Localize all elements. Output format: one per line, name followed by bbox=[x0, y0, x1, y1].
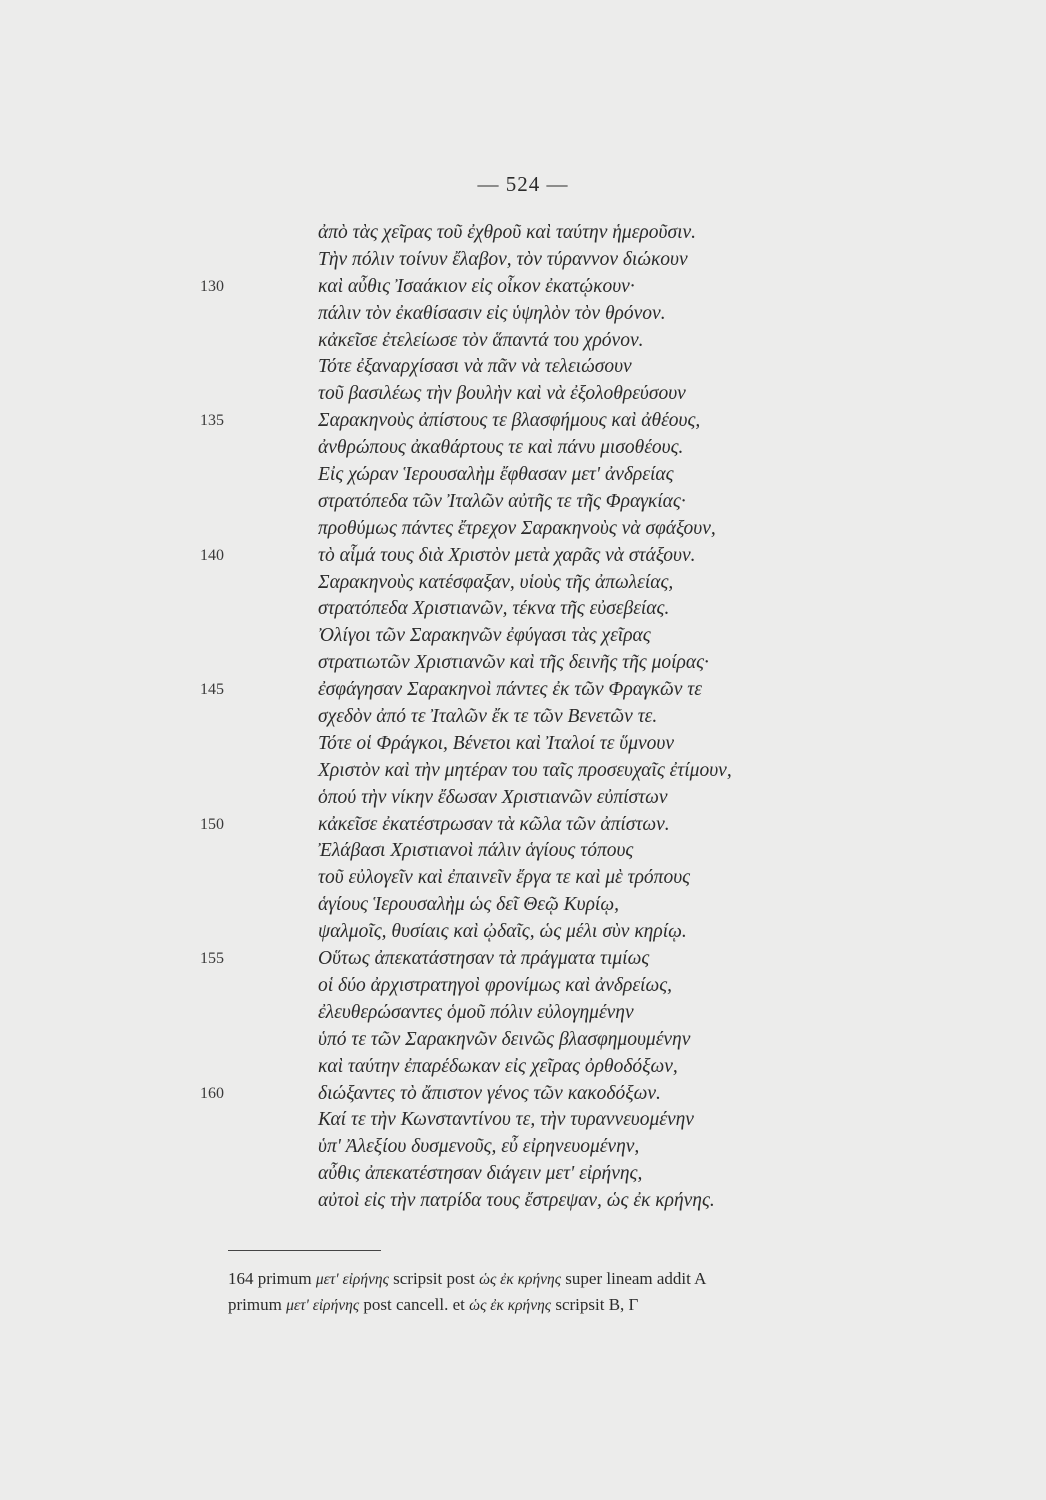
verse-line bbox=[318, 1000, 878, 1027]
verse-text: Καί τε τὴν Κωνσταντίνου τε, τὴν τυραννευομένην bbox=[318, 1109, 694, 1131]
verse-text: ἀνθρώπους ἀκαθάρτους τε καὶ πάνυ μισοθέους. bbox=[318, 437, 684, 459]
verse-text: οἱ δύο ἀρχιστρατηγοὶ φρονίμως καὶ ἀνδρείως, bbox=[318, 974, 673, 996]
verse-line bbox=[200, 812, 878, 839]
verse-text: Τότε οἱ Φράγκοι, Βένετοι καὶ Ἰταλοί τε ὕμνουν bbox=[318, 732, 675, 754]
verse-line bbox=[318, 435, 878, 462]
verse-line bbox=[318, 1027, 878, 1054]
verse-text: σχεδὸν ἀπό τε Ἰταλῶν ἔκ τε τῶν Βενετῶν τε. bbox=[318, 706, 658, 728]
verse-text: αὐτοὶ εἰς τὴν πατρίδα τους ἔστρεψαν, ὡς ἐκ κρήνης. bbox=[318, 1190, 715, 1212]
verse-line bbox=[318, 328, 878, 355]
verse-text: Σαρακηνοὺς κατέσφαξαν, υἱοὺς τῆς ἀπωλείας, bbox=[318, 571, 674, 593]
line-number: 135 bbox=[200, 412, 224, 430]
verse-line bbox=[200, 1081, 878, 1108]
verse-text: ἁγίους Ἱερουσαλὴμ ὡς δεῖ Θεῷ Κυρίῳ, bbox=[318, 894, 619, 916]
verse-text: ὑπό τε τῶν Σαρακηνῶν δεινῶς βλασφημουμένην bbox=[318, 1028, 691, 1050]
footnote-text: scripsit B, Γ bbox=[551, 1295, 639, 1314]
verse-line bbox=[318, 381, 878, 408]
verse-text: τοῦ εὐλογεῖν καὶ ἐπαινεῖν ἔργα τε καὶ μὲ τρόπους bbox=[318, 867, 691, 889]
verse-text: στρατόπεδα Χριστιανῶν, τέκνα τῆς εὐσεβείας. bbox=[318, 598, 670, 620]
line-number: 155 bbox=[200, 950, 224, 968]
verse-text: ὑπ' Ἀλεξίου δυσμενοῦς, εὖ εἰρηνευομένην, bbox=[318, 1136, 640, 1158]
verse-text: τοῦ βασιλέως τὴν βουλὴν καὶ νὰ ἐξολοθρεύσουν bbox=[318, 383, 686, 405]
page-number: — 524 — bbox=[477, 172, 569, 196]
verse-text: Οὕτως ἀπεκατάστησαν τὰ πράγματα τιμίως bbox=[318, 948, 650, 970]
verse-text: προθύμως πάντες ἔτρεχον Σαρακηνοὺς νὰ σφάξουν, bbox=[318, 517, 716, 539]
verse-line bbox=[200, 274, 878, 301]
verse-line bbox=[318, 301, 878, 328]
verse-line bbox=[318, 973, 878, 1000]
verse-text: κἀκεῖσε ἐτελείωσε τὸν ἅπαντά του χρόνον. bbox=[318, 329, 644, 351]
verse-text: αὖθις ἀπεκατέστησαν διάγειν μετ' εἰρήνης, bbox=[318, 1163, 643, 1185]
verse-text: Εἰς χώραν Ἱερουσαλὴμ ἔφθασαν μετ' ἀνδρείας bbox=[318, 464, 674, 486]
footnote-line bbox=[228, 1266, 928, 1292]
verse-line bbox=[318, 1134, 878, 1161]
verse-text: κἀκεῖσε ἐκατέστρωσαν τὰ κῶλα τῶν ἀπίστων. bbox=[318, 813, 670, 835]
line-number: 150 bbox=[200, 815, 224, 833]
verse-line bbox=[200, 543, 878, 570]
verse-text: ἐσφάγησαν Σαρακηνοὶ πάντες ἐκ τῶν Φραγκῶν τε bbox=[318, 679, 702, 701]
footnote-text: scripsit post bbox=[388, 1269, 480, 1288]
verse-line bbox=[318, 1188, 878, 1215]
apparatus-footnote bbox=[228, 1266, 928, 1318]
verse-line bbox=[318, 785, 878, 812]
footnote-text: post cancell. et bbox=[359, 1295, 470, 1314]
verse-line bbox=[200, 677, 878, 704]
line-number: 145 bbox=[200, 681, 224, 699]
verse-line bbox=[318, 758, 878, 785]
verse-line bbox=[318, 919, 878, 946]
verse-text: στρατιωτῶν Χριστιανῶν καὶ τῆς δεινῆς τῆς μοίρας· bbox=[318, 652, 709, 674]
footnote-text: 164 primum bbox=[228, 1269, 316, 1288]
verse-text: τὸ αἷμά τους διὰ Χριστὸν μετὰ χαρᾶς νὰ στάξουν. bbox=[318, 544, 696, 566]
verse-text: ὁπού τὴν νίκην ἔδωσαν Χριστιανῶν εὐπίστων bbox=[318, 786, 668, 808]
verse-text: καὶ αὖθις Ἰσαάκιον εἰς οἶκον ἐκατῴκουν· bbox=[318, 275, 635, 297]
footnote-greek: μετ' εἰρήνης bbox=[286, 1297, 360, 1314]
verse-text: διώξαντες τὸ ἄπιστον γένος τῶν κακοδόξων. bbox=[318, 1082, 661, 1104]
verse-line bbox=[318, 1054, 878, 1081]
footnote-text: primum bbox=[228, 1295, 287, 1314]
verse-text: ψαλμοῖς, θυσίαις καὶ ᾠδαῖς, ὡς μέλι σὺν κηρίῳ. bbox=[318, 921, 687, 943]
verse-text: πάλιν τὸν ἐκαθίσασιν εἰς ὑψηλὸν τὸν θρόνον. bbox=[318, 302, 666, 324]
verse-text: Σαρακηνοὺς ἀπίστους τε βλασφήμους καὶ ἀθέους, bbox=[318, 410, 701, 432]
verse-text: Τὴν πόλιν τοίνυν ἔλαβον, τὸν τύραννον διώκουν bbox=[318, 248, 688, 270]
verse-text: Ὀλίγοι τῶν Σαρακηνῶν ἐφύγασι τὰς χεῖρας bbox=[318, 625, 651, 647]
verse-text: καὶ ταύτην ἐπαρέδωκαν εἰς χεῖρας ὀρθοδόξων, bbox=[318, 1055, 678, 1077]
verse-line bbox=[318, 1161, 878, 1188]
verse-line bbox=[318, 704, 878, 731]
verse-line bbox=[318, 462, 878, 489]
footnote-text: super lineam addit A bbox=[561, 1269, 707, 1288]
verse-line bbox=[318, 838, 878, 865]
verse-text: Χριστὸν καὶ τὴν μητέραν του ταῖς προσευχαῖς ἐτίμουν, bbox=[318, 759, 732, 781]
poem-text bbox=[200, 220, 878, 1215]
verse-line bbox=[318, 623, 878, 650]
verse-line bbox=[318, 1107, 878, 1134]
verse-text: Ἐλάβασι Χριστιανοὶ πάλιν ἁγίους τόπους bbox=[318, 840, 634, 862]
verse-text: Τότε ἐξαναρχίσασι νὰ πᾶν νὰ τελειώσουν bbox=[318, 356, 632, 378]
verse-text: ἐλευθερώσαντες ὁμοῦ πόλιν εὐλογημένην bbox=[318, 1001, 634, 1023]
footnote-greek: μετ' εἰρήνης bbox=[315, 1271, 389, 1288]
verse-line bbox=[318, 596, 878, 623]
verse-line bbox=[318, 650, 878, 677]
line-number: 130 bbox=[200, 277, 224, 295]
verse-text: στρατόπεδα τῶν Ἰταλῶν αὐτῆς τε τῆς Φραγκίας· bbox=[318, 490, 686, 512]
verse-line bbox=[318, 892, 878, 919]
footnote-greek: ὡς ἐκ κρήνης bbox=[469, 1297, 552, 1314]
verse-line bbox=[318, 865, 878, 892]
verse-line bbox=[200, 946, 878, 973]
verse-line bbox=[318, 516, 878, 543]
verse-text: ἀπὸ τὰς χεῖρας τοῦ ἐχθροῦ καὶ ταύτην ἡμεροῦσιν. bbox=[318, 222, 697, 243]
verse-line bbox=[200, 408, 878, 435]
verse-line bbox=[318, 220, 878, 247]
line-number: 140 bbox=[200, 546, 224, 564]
line-number: 160 bbox=[200, 1084, 224, 1102]
verse-line bbox=[318, 731, 878, 758]
footnote-greek: ὡς ἐκ κρήνης bbox=[479, 1271, 562, 1288]
footnote-line bbox=[228, 1292, 928, 1318]
verse-line bbox=[318, 247, 878, 274]
verse-line bbox=[318, 489, 878, 516]
footnote-divider bbox=[228, 1250, 381, 1251]
verse-line bbox=[318, 570, 878, 597]
verse-line bbox=[318, 354, 878, 381]
